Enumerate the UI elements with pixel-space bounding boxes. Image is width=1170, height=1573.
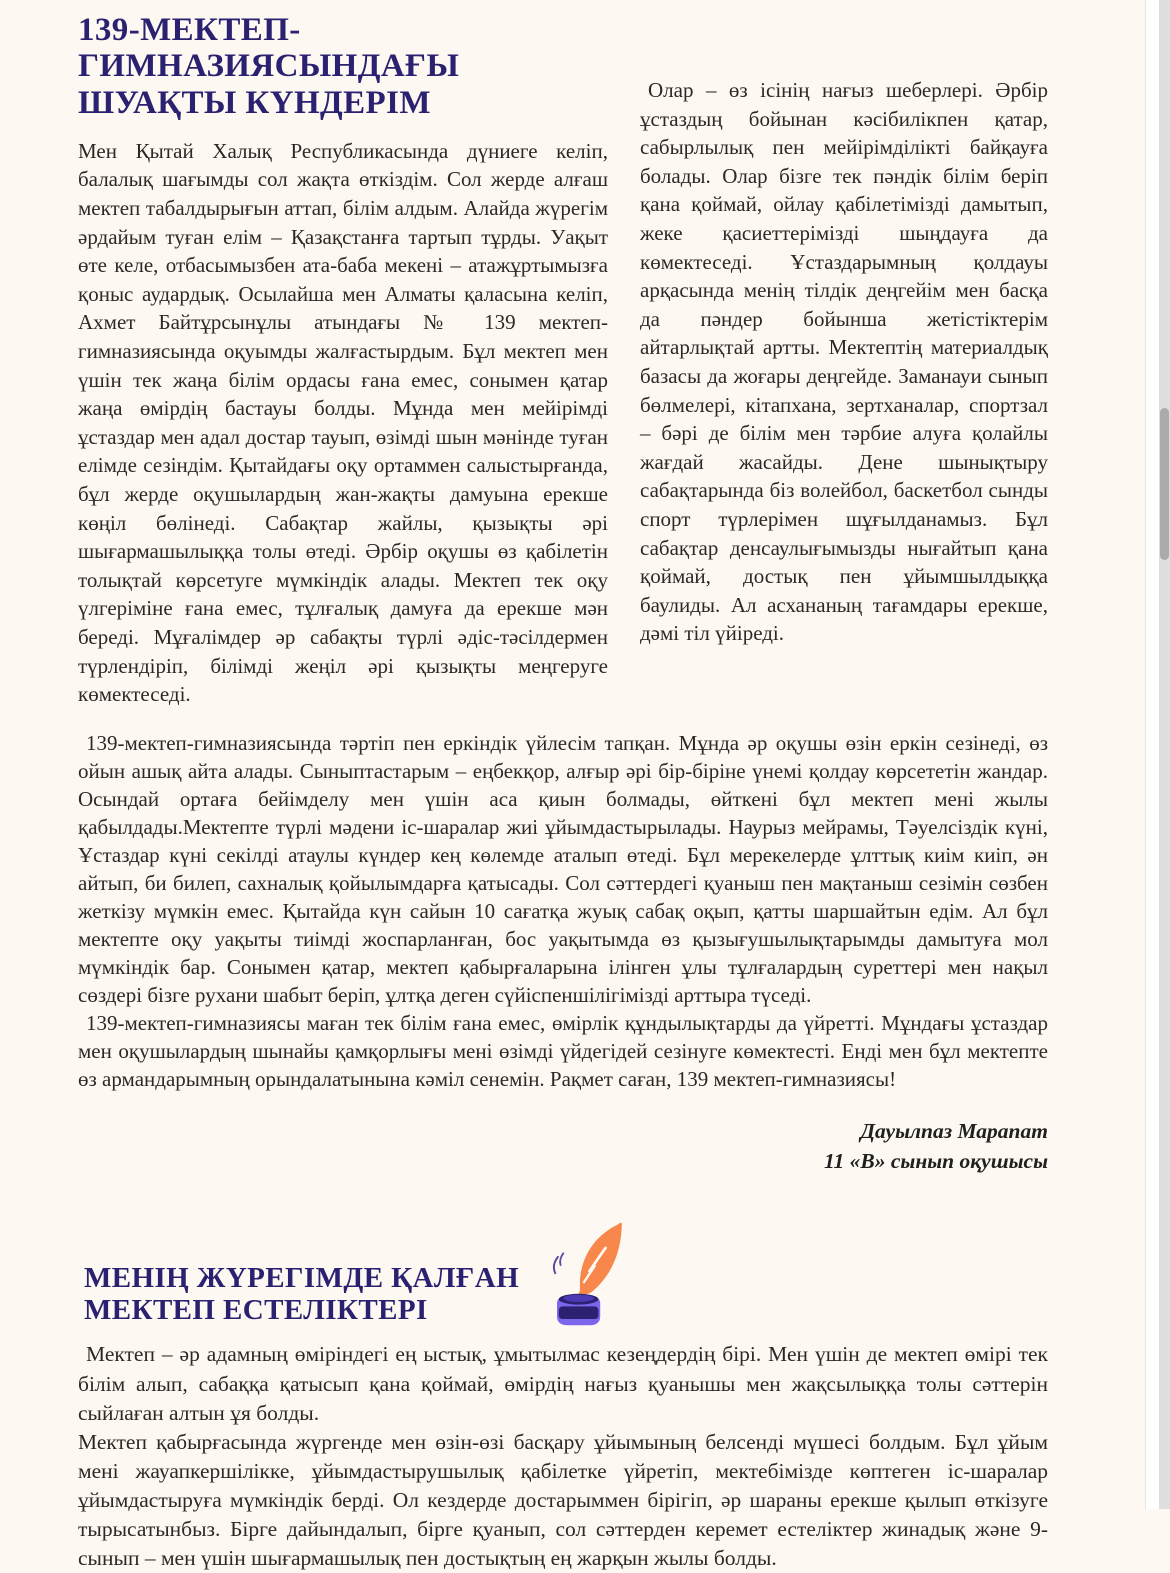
page-gutter [1145,0,1159,1509]
inkwell-ink [563,1295,594,1302]
byline-author-role: 11 «В» сынып оқушысы [823,1148,1048,1173]
page-content [78,0,1048,1573]
article1-left-column-text: Мен Қытай Халық Республикасында дүниеге келіп, балалық шағымды сол жақта өткіздім. Сол жерде алғаш мектеп табалдырығын аттап, білім алдым. Алайда жүрегім әрдайым туған елім – Қазақстанға тартып тұрды. Уақыт өте келе, отбасымызбен ата-баба мекені – атажұртымызға қоныс аудардық. Осылайша мен Алматы қаласына келіп, Ахмет Байтұрсынұлы атындағы № 139 мектеп-гимназиясында оқуымды жалғастырдым. Бұл мектеп мен үшін тек жаңа білім ордасы ғана емес, сонымен қатар жаңа өмірдің бастауы болды. Мұнда мен мейірімді ұстаздар мен адал достар тауып, өзімді шын мәнінде туған елімде сезіндім. Қытайдағы оқу ортаммен салыстырғанда, бұл жерде оқушылардың жан-жақты дамуына ерекше көңіл бөлінеді. Сабақтар жайлы, қызықты әрі шығармашылыққа толы өтеді. Әрбір оқушы өз қабілетін толықтай көрсетуге мүмкіндік алады. Мектеп тек оқу үлгеріміне ғана емес, тұлғалық дамуға да ерекше мән береді. Мұғалімдер әр сабақты түрлі әдіс-тәсілдермен түрлендіріп, білімді жеңіл әрі қызықты меңгеруге көмектеседі. [78,138,608,707]
article-school-memories [78,1220,1048,1572]
article2-title [84,1262,519,1327]
byline [78,1117,1048,1176]
full-width-text-block [78,729,1048,1093]
article1-title [78,12,608,121]
motion-line-icon [560,1254,563,1266]
scrollbar-track[interactable] [1159,0,1170,1509]
left-column [78,0,608,709]
article1-wide-paragraph-2: 139-мектеп-гимназиясы маған тек білім ғана емес, өмірлік құндылықтарды да үйретті. Мұндағы ұстаздар мен оқушылардың шынайы қамқорлығы мені өзімді үйдегідей сезінуге көмектесті. Енді мен бұл мектепте өз армандарымның орындалатынына кәміл сенемін. Рақмет саған, 139 мектеп-гимназиясы! [78,1011,1048,1092]
article2-title-line2: МЕКТЕП ЕСТЕЛІКТЕРІ [84,1294,428,1327]
article2-paragraph-2: Мектеп қабырғасында жүргенде мен өзін-өзі басқару ұйымының белсенді мүшесі болдым. Бұл ұйым мені жауапкершілікке, ұйымдастырушылық қабілетке үйретіп, мектебімізде көптеген іс-шаралар ұйымдастыруға мүмкіндік берді. Ол кездерде достарыммен бірігіп, әр шараны ерекше қылып өткізуге тырысатынбыз. Бірге дайындалып, бірге қуанып, сол сәттерден керемет естеліктер жинадық және 9-сынып – мен үшін шығармашылық пен достықтың ең жарқын жылы болды. [78,1429,1048,1570]
article2-title-line1: МЕНІҢ ЖҮРЕГІМДЕ ҚАЛҒАН [84,1261,520,1294]
two-column-layout [78,0,1048,709]
article2-paragraph-1: Мектеп – әр адамның өміріндегі ең ыстық, ұмытылмас кезеңдердің бірі. Мен үшін де мектеп өмірі тек білім алып, сабаққа қатысып қана қоймай, өмірдің нағыз қуанышы мен жақсылыққа толы сәттерін сыйлаған алтын ұя болды. [78,1342,1048,1425]
inkwell-band [559,1307,599,1320]
article1-title-line3: ШУАҚТЫ КҮНДЕРІМ [78,84,431,121]
article1-title-line1: 139-МЕКТЕП- [78,12,301,48]
right-column [640,0,1048,709]
motion-line-icon [554,1257,558,1273]
article-139-school [78,0,1048,1176]
feather [580,1223,622,1295]
article1-wide-paragraph-1: 139-мектеп-гимназиясында тәртіп пен еркіндік үйлесім тапқан. Мұнда әр оқушы өзін еркін сезінеді, өз ойын ашық айта алады. Сыныптастарым – еңбекқор, алғыр әрі бір-біріне үнемі қолдау көрсететін жандар. Осындай ортаға бейімделу мен үшін аса қиын болмады, өйткені бұл мектеп мені жылы қабылдады.Мектепте түрлі мәдени іс-шаралар жиі ұйымдастырылады. Наурыз мейрамы, Тәуелсіздік күні, Ұстаздар күні секілді атаулы күндер кең көлемде аталып өтеді. Бұл мерекелерде ұлттық киім киіп, ән айтып, би билеп, сахналық қойылымдарға қатысады. Сол сәттердегі қуаныш пен мақтаныш сезімін сөзбен жеткізу мүмкін емес. Қытайда күн сайын 10 сағатқа жуық сабақ оқып, қатты шаршайтын едім. Ал бұл мектепте оқу уақыты тиімді жоспарланған, бос уақытымда өз қызығушылықтарымды дамытуға мол мүмкіндік бар. Сонымен қатар, мектеп қабырғаларына ілінген ұлы тұлғалардың суреттері мен нақыл сөздері бізге рухани шабыт беріп, ұлтқа деген сүйіспеншілігімізді арттыра түседі. [78,730,1048,1008]
article1-right-column-text: Олар – өз ісінің нағыз шеберлері. Әрбір ұстаздың бойынан кәсібилікпен қатар, сабырлылық пен мейірімділікті байқауға болады. Олар бізге тек пәндік білім беріп қана қоймай, ойлау қабілетімізді дамытып, жеке қасиеттерімізді шыңдауға да көмектеседі. Ұстаздарымның қолдауы арқасында менің тілдік деңгейім мен басқа да пәндер бойынша жетістіктерім айтарлықтай артты. Мектептің материалдық базасы да жоғары деңгейде. Заманауи сынып бөлмелері, кітапхана, зертханалар, спортзал – бәрі де білім мен тәрбие алуға қолайлы жағдай жасайды. Дене шынықтыру сабақтарында біз волейбол, баскетбол сынды спорт түрлерімен шұғылданамыз. Бұл сабақтар денсаулығымызды нығайтып қана қоймай, достық пен ұйымшылдыққа баулиды. Ал асхананың тағамдары ерекше, дәмі тіл үйіреді. [640,78,1048,646]
article2-header [78,1220,1048,1326]
quill-inkwell-icon [539,1220,629,1328]
byline-author-name: Дауылпаз Марапат [860,1119,1048,1144]
article1-title-line2: ГИМНАЗИЯСЫНДАҒЫ [78,48,460,85]
scrollbar-thumb[interactable] [1160,408,1169,560]
